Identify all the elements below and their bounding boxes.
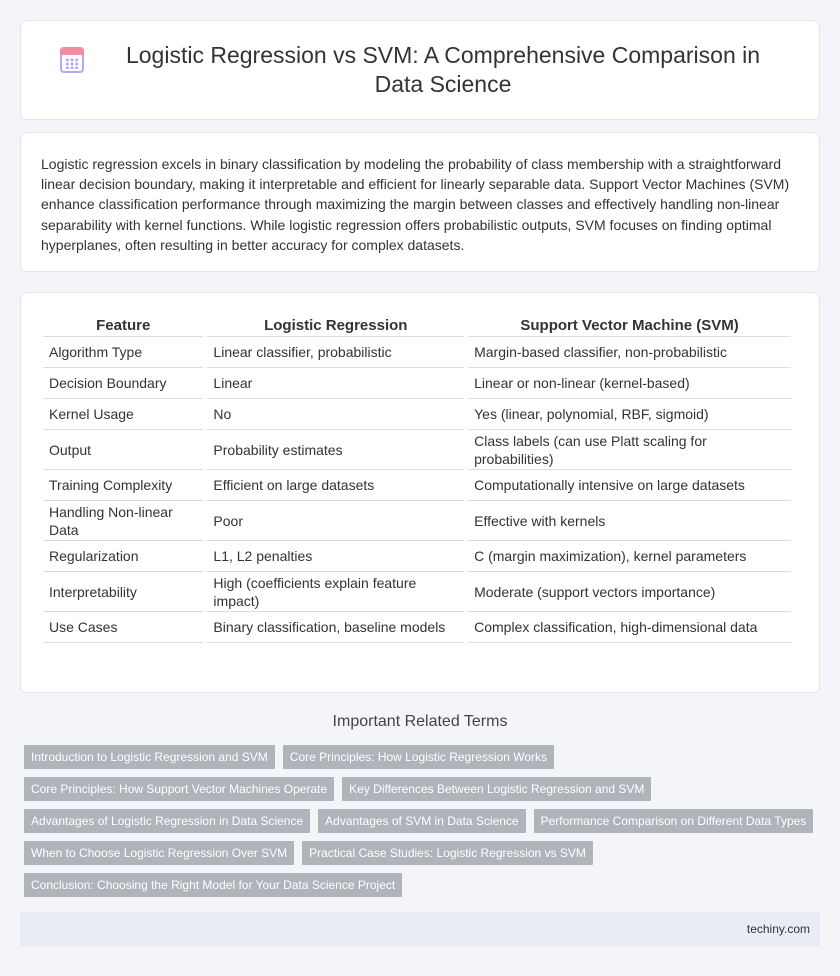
term-tag[interactable]: Conclusion: Choosing the Right Model for Your Data Science Project	[24, 873, 402, 897]
term-tag[interactable]: Advantages of Logistic Regression in Data Science	[24, 809, 310, 833]
term-row	[24, 745, 824, 769]
table-cell: Interpretability	[43, 572, 203, 612]
table-header-row	[43, 313, 791, 337]
table-cell: Linear or non-linear (kernel-based)	[468, 368, 791, 399]
table-row	[43, 612, 791, 643]
header-feature: Feature	[43, 313, 203, 337]
title-wrap	[60, 41, 780, 99]
table-cell: Effective with kernels	[468, 501, 791, 541]
intro-text: Logistic regression excels in binary classification by modeling the probability of class membership with a straightforward linear decision boundary, making it interpretable and efficient for linearly separable data. Support Vector Machines (SVM) enhance classification performance through maximizing the margin between classes and effectively handling non-linear separability with kernel functions. While logistic regression offers probabilistic outputs, SVM focuses on finding optimal hyperplanes, often resulting in better accuracy for complex datasets.	[41, 156, 790, 253]
table-cell: Computationally intensive on large datasets	[468, 470, 791, 501]
table-cell: Output	[43, 430, 203, 470]
table-row	[43, 368, 791, 399]
table-cell: Use Cases	[43, 612, 203, 643]
table-cell: Efficient on large datasets	[207, 470, 464, 501]
table-cell: Linear	[207, 368, 464, 399]
table-row	[43, 501, 791, 541]
intro-card	[20, 132, 820, 272]
table-cell: Class labels (can use Platt scaling for probabilities)	[468, 430, 791, 470]
comparison-card	[20, 292, 820, 693]
table-cell: Margin-based classifier, non-probabilistic	[468, 337, 791, 368]
term-row	[24, 777, 824, 801]
term-tag[interactable]: Core Principles: How Logistic Regression Works	[283, 745, 554, 769]
header-logistic-regression: Logistic Regression	[207, 313, 464, 337]
table-row	[43, 470, 791, 501]
related-terms	[24, 745, 824, 905]
table-cell: Handling Non-linear Data	[43, 501, 203, 541]
term-tag[interactable]: Introduction to Logistic Regression and SVM	[24, 745, 275, 769]
table-cell: C (margin maximization), kernel parameters	[468, 541, 791, 572]
related-terms-heading: Important Related Terms	[332, 713, 508, 730]
table-cell: Linear classifier, probabilistic	[207, 337, 464, 368]
title-card	[20, 20, 820, 120]
page-title: Logistic Regression vs SVM: A Comprehensive Comparison in Data Science	[125, 42, 761, 97]
term-tag[interactable]: Advantages of SVM in Data Science	[318, 809, 525, 833]
term-tag[interactable]: Performance Comparison on Different Data Types	[534, 809, 814, 833]
table-row	[43, 541, 791, 572]
table-cell: Binary classification, baseline models	[207, 612, 464, 643]
term-tag[interactable]: Practical Case Studies: Logistic Regression vs SVM	[302, 841, 593, 865]
table-cell: Yes (linear, polynomial, RBF, sigmoid)	[468, 399, 791, 430]
table-cell: High (coefficients explain feature impact)	[207, 572, 464, 612]
term-row	[24, 809, 824, 833]
term-row	[24, 873, 824, 897]
table-cell: Poor	[207, 501, 464, 541]
table-cell: Regularization	[43, 541, 203, 572]
footer	[20, 912, 820, 946]
term-tag[interactable]: When to Choose Logistic Regression Over SVM	[24, 841, 294, 865]
term-row	[24, 841, 824, 865]
table-cell: Moderate (support vectors importance)	[468, 572, 791, 612]
footer-brand[interactable]: techiny.com	[746, 922, 810, 936]
table-row	[43, 572, 791, 612]
table-row	[43, 430, 791, 470]
table-cell: Training Complexity	[43, 470, 203, 501]
term-tag[interactable]: Core Principles: How Support Vector Machines Operate	[24, 777, 334, 801]
calendar-icon	[60, 47, 84, 73]
table-cell: No	[207, 399, 464, 430]
comparison-table	[39, 313, 795, 643]
header-svm: Support Vector Machine (SVM)	[468, 313, 791, 337]
term-tag[interactable]: Key Differences Between Logistic Regression and SVM	[342, 777, 651, 801]
table-row	[43, 399, 791, 430]
table-cell: Probability estimates	[207, 430, 464, 470]
table-cell: Algorithm Type	[43, 337, 203, 368]
table-cell: Decision Boundary	[43, 368, 203, 399]
table-row	[43, 337, 791, 368]
table-cell: L1, L2 penalties	[207, 541, 464, 572]
table-cell: Kernel Usage	[43, 399, 203, 430]
table-cell: Complex classification, high-dimensional data	[468, 612, 791, 643]
